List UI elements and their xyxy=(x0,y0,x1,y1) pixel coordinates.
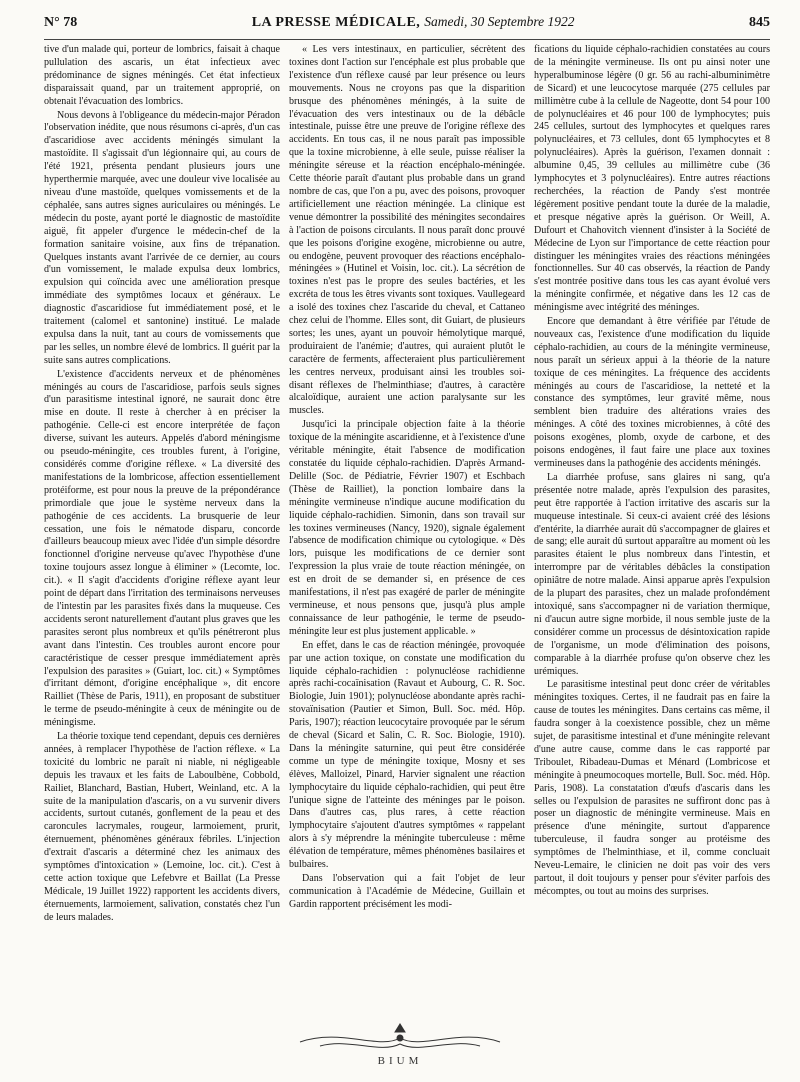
paragraph: Jusqu'ici la principale objection faite à la théorie toxique de la méningite ascaridienne, et à l'existence d'une véritable méningite, était l'absence de modification constatée du liquide céphalo-rachidien. D'après Armand-Delille (Soc. de Pédiatrie, Février 1907) et Eschbach (Thèse de Railliet), la ponction lombaire dans la méningite vermineuse n'indique aucune modification du liquide céphalo-rachidien. Simonin, dans son travail sur les toxines vermineuses (Nancy, 1920), signale également l'absence de modification chimique ou cytologique. « Dès lors, puisque les modifications de ce dernier sont l'expression la plus vraie de toute réaction méningée, on est en droit de se demander si, en présence de ces manifestations, il n'est pas exagéré de parler de méningite vermineuse, et nous pensons que, jusqu'à plus ample connaissance de leur pathogénie, le terme de pseudo-méningite leur est plus justement applicable. » xyxy=(289,419,525,637)
journal-title xyxy=(252,14,575,31)
paragraph: En effet, dans le cas de réaction méningée, provoquée par une action toxique, on constate une modification du liquide céphalo-rachidien : polynucléose rachidienne après rachi-cocaïnisation (Ravaut et Aubourg, C. R. Soc. Biologie, Juin 1901); polynucléose abondante après rachi-stovaïnisation (Pautier et Simon, Bull. Soc. méd. Hôp. Paris, 1907); réaction leucocytaire provoquée par le sérum de cheval (Sicard et Salin, C. R. Soc. Biologie, 1910). Dans la méningite saturnine, qui peut être considérée comme un type de méningite toxique, Mosny et ses élèves, Malloizel, Pinard, Harvier signalent une réaction lymphocytaire du liquide céphalo-rachidien, qui peut être l'unique signe de l'atteinte des méninges par le poison. Dans d'autres cas, plus rares, à cette réaction lymphocytaire s'ajoutent d'autres symptômes « rappelant alors à s'y méprendre la méningite tuberculeuse : même élévation de température, mêmes phénomènes basilaires et bulbaires. xyxy=(289,639,525,871)
page-header xyxy=(44,14,770,40)
paragraph: L'existence d'accidents nerveux et de phénomènes méningés au cours de l'ascaridiose, parfois seuls signes d'un parasitisme intestinal ignoré, ne saurait donc être mise en doute. Il reste à chercher à en préciser la pathogénie. Celle-ci est encore interprétée de façon diverse, suivant les auteurs. Appelés d'abord méningisme ou pseudo-méningite, ces troubles furent, à l'origine, considérés comme d'origine réflexe. « La diversité des manifestations de la lombricose, affection essentiellement protéiforme, est pour nous la preuve de la prépondérance primordiale que joue le système nerveux dans la pathogénie de ces accidents. La brusquerie de leur cessation, une fois le nématode disparu, concorde d'ailleurs beaucoup mieux avec l'idée d'un simple désordre fonctionnel d'origine nerveuse qu'avec l'hypothèse d'une toxine toujours assez longue à éliminer » (Lecomte, loc. cit.). « Il s'agit d'accidents d'origine réflexe ayant leur point de départ dans l'irritation des terminaisons nerveuses de l'intestin par les parasites fixés dans la muqueuse. Ces accidents seront naturellement d'autant plus graves que les parasites seront plus nombreux et qu'ils pénétreront plus avant dans l'intestin. Ces troubles auront encore pour caractéristique de cesser presque immédiatement après l'expulsion des parasites » (Guiart, loc. cit.) « Symptômes d'irritant démont, d'origine encéphalique », dit encore Railliet (Thèse de Paris, 1911), en proposant de substituer le terme de pseudo-méningite à ceux de méningite ou de méningisme. xyxy=(44,368,280,729)
paragraph: tive d'un malade qui, porteur de lombrics, faisait à chaque pullulation des ascaris, un état infectieux avec prédominance de signes méningés. Cet état infectieux disparaissait quand, par un traitement approprié, on obtenait l'évacuation des lombrics. xyxy=(44,44,280,107)
library-ornament xyxy=(0,1020,800,1080)
paragraph: Dans l'observation qui a fait l'objet de leur communication à l'Académie de Médecine, Guillain et Gardin rapportent précisément les modi- xyxy=(289,873,525,910)
ornament-text: BIUM xyxy=(377,1055,423,1067)
journal-name: LA PRESSE MÉDICALE, xyxy=(251,15,421,30)
issue-date: Samedi, 30 Septembre 1922 xyxy=(424,14,575,29)
page-number: 845 xyxy=(748,15,770,30)
paragraph: Nous devons à l'obligeance du médecin-major Péradon l'observation inédite, que nous résumons ci-après, d'un cas d'ascaridiose avec accidents méningés simulant la mastoïdite. Il s'agissait d'un légionnaire qui, au cours de l'été 1921, présenta pendant plusieurs jours une hyperthermie marquée, avec une douleur vive localisée au niveau d'une mastoïde, quelques vomissements et de la céphalée, sans autres signes auriculaires ou méningés. Le médecin du poste, ayant porté le diagnostic de mastoïdite aiguë, fit appeler d'urgence le médecin-chef de la formation sanitaire voisine, aux fins de trépanation. Quelques instants avant l'arrivée de ce dernier, au cours d'un vomissement, le malade expulsa deux lombrics, expulsion qui coïncida avec une amélioration presque immédiate des symptômes locaux et généraux. Le diagnostic d'ascaridiose fut immédiatement posé, et le traitement (calomel et santonine) institué. Le malade expulsa dans la nuit, tant au cours de vomissements que par les selles, un nombre élevé de lombrics. Il guérit par la suite sans autres complications. xyxy=(44,109,280,366)
paragraph: La théorie toxique tend cependant, depuis ces dernières années, à remplacer l'hypothèse de l'action réflexe. « La toxicité du lombric ne paraît ni niable, ni négligeable depuis les travaux et les faits de Laboulbène, Cobbold, Railiet, Blanchard, Bastian, Hubert, Weinland, etc. A la suite de la manipulation d'ascaris, on a vu survenir divers accidents, surtout cutanés, gonflement de la peau et des caroncules lacrymales, rougeur, larmoiement, prurit, éternuement, phénomènes généraux fébriles. L'injection d'extrait d'ascaris a déterminé chez les animaux des symptômes d'intoxication » (Lemoine, loc. cit.). C'est à cette action toxique que Lefebvre et Baillat (La Presse Médicale, 19 Juillet 1922) rapportent les accidents divers, éternuements, larmoiement, salivation, constatés chez l'un de leurs malades. xyxy=(44,731,280,923)
column-2 xyxy=(289,44,525,1024)
article-columns xyxy=(44,44,770,1024)
column-1 xyxy=(44,44,280,1024)
issue-number: N° 78 xyxy=(44,15,78,30)
column-3 xyxy=(534,44,770,1024)
ornament-icon xyxy=(300,1024,500,1047)
paragraph: La diarrhée profuse, sans glaires ni sang, qu'a présentée notre malade, après l'expulsion des parasites, peut être rapportée à l'action irritative des ascaris sur la muqueuse intestinale. Si ceux-ci avaient créé des lésions d'entérite, la diarrhée aurait dû s'accompagner de glaires et de sang; elle aurait dû surtout apparaître au moment où les parasites étaient le plus nombreux dans l'intestin, et interrompre par de véritables débâcles la constipation opiniâtre de notre malade. Ainsi apparue après l'expulsion de la plupart des parasites, chez un malade profondément intoxiqué, sans s'accompagner ni de variation thermique, ni d'aucun autre signe morbide, il nous semble juste de la considérer comme un processus de désintoxication rapide de l'organisme, un mode d'élimination des poisons, comparable à la diarrhée profuse qu'on observe chez les urémiques. xyxy=(534,471,770,677)
paragraph: fications du liquide céphalo-rachidien constatées au cours de la méningite vermineuse. Ils ont pu ainsi noter une hyperalbuminose légère (0 gr. 56 au rachi-albuminimètre de Sicard) et une leucocytose marquée (275 cellules par millimètre cube à la cellule de Nageotte, dont 54 pour 100 de polynucléaires et 46 pour 100 de lymphocytes; puis 245 cellules, surtout des lymphocytes et quelques rares polynucléaires, et 73 cellules, dont 65 lymphocytes et 8 polynucléaires). Après la guérison, l'examen donnait : albumine 0,45, 39 cellules au millimètre cube (36 lymphocytes et 3 polynucléaires). Entre autres réactions recherchées, la réaction de Pandy s'est montrée légèrement positive pendant toute la durée de la maladie, et presque négative après la guérison. Or Weill, A. Dufourt et Chahovitch viennent d'insister à la Société de Médecine de Lyon sur l'importance de cette réaction pour distinguer les méningites vraies des réactions méningées fonctionnelles. Sur 40 cas observés, la réaction de Pandy s'est montrée positive dans tous les cas ayant évolué vers la méningite confirmée, et négative dans les 12 cas de méningisme avec intégrité des méninges. xyxy=(534,44,770,314)
paragraph: « Les vers intestinaux, en particulier, sécrètent des toxines dont l'action sur l'encéphale est plus probable que l'existence d'un réflexe causé par leur présence ou leurs mouvements. Nous ne croyons pas que la disparition brusque des phénomènes méningés, à la suite de l'évacuation des vers intestinaux ou de la débâcle intestinale, puisse être une preuve de l'origine réflexe des accidents. En tous cas, il ne nous paraît pas impossible que la toxine microbienne, à elle seule, puisse réaliser la méningite séreuse et la réaction encéphalo-méningée. Cette théorie paraît d'autant plus probable dans un grand nombre de cas, que l'on a pu, avec des poisons, provoquer artificiellement une réaction méningée. La clinique est venue démontrer la possibilité des méningites secondaires à l'action de poisons circulants. Il nous paraît donc prouvé que les poisons d'origine exogène, microbienne ou autre, ou endogène, peuvent provoquer des réactions encéphalo-méningées » (Hutinel et Voisin, loc. cit.). La sécrétion de toxines n'est pas le propre des seules bactéries, et les excréta de tous les êtres vivants sont toxiques. Vaullegeard a isolé des toxines chez l'ascaride du cheval, et Cattaneo chez celui de l'homme. Elles sont, dit Guiart, de plusieurs sortes; les unes, ayant un pouvoir hémolytique marqué, produiraient de l'anémie; d'autres, qui auraient plutôt le caractère de ferments, affecteraient plus particulièrement les centres nerveux, produisant ainsi les troubles soi-disant réflexes de l'helminthiase; d'autres, à caractère alcaloïdique, auraient une action paralysante sur les muscles. xyxy=(289,44,525,417)
paragraph: Le parasitisme intestinal peut donc créer de véritables méningites toxiques. Certes, il ne faudrait pas en faire la cause de toutes les méningites. Dans certains cas même, il faudra songer à la coexistence possible, chez un même sujet, de parasitisme intestinal et d'une méningite relevant d'une autre cause, comme dans le cas rapporté par Triboulet, Ribadeau-Dumas et Ménard (Lombricose et méningite à pneumocoques mortelle, Bull. Soc. méd. Hôp. Paris, 1908). La constatation d'œufs d'ascaris dans les selles ou l'expulsion de parasites ne suffiront donc pas à poser un diagnostic de méningite vermineuse. Mais en présence d'une méningite, surtout d'apparence tuberculeuse, il faudra songer au protéisme des symptômes de l'helminthiase, et il, comme concluait Neveu-Lemaire, le clinicien ne doit pas voir des vers partout, il doit toujours y penser pour s'éviter parfois des mécomptes, ou tout au moins des surprises. xyxy=(534,679,770,897)
paragraph: Encore que demandant à être vérifiée par l'étude de nouveaux cas, l'existence d'une modification du liquide céphalo-rachidien, au cours de la méningite vermineuse, nous paraît un sérieux appui à la théorie de la nature toxique de ces méningites. La fréquence des accidents méningés au cours de l'ascaridiose, la netteté et la constance des symptômes, leur gravité même, nous semblent bien traduire des altérations vraies des méninges. A côté des toxines microbiennes, à côté des poisons exogènes, plomb, oxyde de carbone, et des poisons endogènes, il faut faire une place aux toxines vermineuses dans la pathogénie des accidents méningés. xyxy=(534,316,770,469)
